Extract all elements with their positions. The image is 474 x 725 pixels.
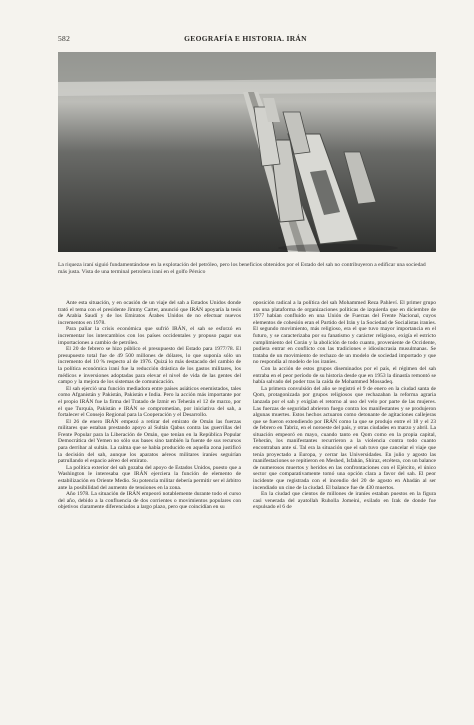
- paragraph: Con la acción de estos grupos diseminados por el país, el régimen del sah entraba en el peor período de su historia desde que en 1953 la dinastía remontó se había salvado del poder tras la caída de Mohammed Mossadeq.: [253, 365, 436, 386]
- paragraph: El sah ejerció una función mediadora entre países asiáticos enemistados, tales como Afganistán y Pakistán, Pakistán e India. Pero la acción más importante por el propio IRÁN fue la firma del Tratado de Izmir en Teherán el 12 de marzo, por el que Turquía, Pakistán e IRÁN se comprometían, por iniciativa del sah, a fortalecer el Consejo Regional para la Cooperación y el Desarrollo.: [58, 385, 241, 419]
- oil-tanker-terminal-photo-icon: [58, 52, 436, 252]
- right-text-column: [253, 300, 436, 511]
- paragraph: Para paliar la crisis económica que sufrió IRÁN, el sah se esforzó en incrementar los intercambios con los países occidentales y propuso pagar sus importaciones a cambio de petróleo.: [58, 326, 241, 346]
- page-number: 582: [58, 34, 71, 43]
- paragraph: Año 1978. La situación de IRÁN empeoró notablemente durante todo el curso del año, debido a la confluencia de dos corrientes o movimientos populares con objetivos claramente diferenciados a largo plazo, pero que coincidían en su: [58, 491, 241, 511]
- photo-caption: La riqueza iraní siguió fundamentándose en la explotación del petróleo, pero los beneficios obtenidos por el Estado del sah no contribuyeron a edificar una sociedad más justa. Vista de una terminal petrolera iraní en el golfo Pérsico: [58, 262, 426, 275]
- paragraph: La primera convulsión del año se registró el 9 de enero en la ciudad santa de Qom, protagonizada por grupos religiosos que rechazaban la reforma agraria lanzada por el sah y exigían el retorno al uso del velo por parte de las mujeres. Las fuerzas de seguridad abrieron fuego contra los manifestantes y se produjeron algunas muertes. Estos hechos actuaron como detonante de agitaciones callejeras que se fueron extendiendo por IRÁN como la que se produjo entre el 18 y el 23 de febrero en Tabriz, en el noroeste del país, y otras ciudades en marzo y abril. La situación empeoró en mayo, cuando tanto en Qom como en la propia capital, Teherán, los manifestantes recurrieron a la violencia contra todo cuanto encontraban ante sí. Tal era la situación que el sah tuvo que cancelar el viaje que tenía proyectado a Europa, y cerrar las Universidades. En julio y agosto las manifestaciones se repitieron en Meshed, Isfahán, Shiraz, etcétera, con un balance de numerosos muertos y heridos en las confrontaciones con el Ejército, el único sector que comparativamente tomó una opción clara a favor del sah. El peor incidente que registrada con el incendio del 20 de agosto en Abadán al ser incendiado un cine de la ciudad. El balance fue de 430 muertos.: [253, 385, 436, 491]
- paragraph: oposición radical a la política del sah Mohammed Reza Pahleví. El primer grupo era una plataforma de organizaciones políticas de izquierda que en diciembre de 1977 habían confluido en una Unión de Fuerzas del Frente Nacional, cuyos elementos de cohesión eran el Partido del Irán y la Sociedad de Socialistas iraníes. El segundo movimiento, más religioso, era el que tuvo mayor importancia en el futuro, y se caracterizaba por su fanatismo y carácter religioso, exigía el estricto cumplimiento del Corán y la abolición de todo cuanto, proveniente de Occidente, pudiera entrar en conflicto con las tradiciones e idiosincrasia musulmanas. Se trataba de un movimiento de rechazo de un modelo de sociedad importado y que no respondía al modelo de los iraníes.: [253, 300, 436, 366]
- running-head: GEOGRAFÍA E HISTORIA. IRÁN: [184, 34, 307, 43]
- paragraph: El 20 de febrero se hizo público el presupuesto del Estado para 1977/78. El presupuesto total fue de 49 500 millones de dólares, lo que suponía sólo un incremento del 10 % respecto al de 1976. Quizá lo más destacado del cambio de la política económica iraní fue la reducción drástica de los gastos militares, los médicos e inversiones adoptadas para elevar el nivel de vida de las gentes del campo y la mejora de los sistemas de comunicación.: [58, 346, 241, 386]
- paragraph: La política exterior del sah gozaba del apoyo de Estados Unidos, puesto que a Washington le interesaba que IRÁN ejerciera la función de elemento de estabilización en Oriente Medio. Su potencia militar debería permitir ser el árbitro ante la posibilidad del aumento de tensiones en la zona.: [58, 464, 241, 491]
- left-text-column: [58, 300, 241, 511]
- paragraph: Ante esta situación, y en ocasión de un viaje del sah a Estados Unidos donde trató el tema con el presidente Jimmy Carter, anunció que IRÁN apoyaría la tesis de Arabia Saudí y de los Emiratos Árabes Unidos de no efectuar nuevos incrementos en 1978.: [58, 300, 241, 326]
- paragraph: El 26 de enero IRÁN empezó a retirar del emirato de Omán las fuerzas militares que estaban prestando apoyo al Sultán Qabus contra las guerrillas del Frente Popular para la Liberación de Omán, que tenían en la República Popular Democrática del Yemen no sólo sus bases sino también la fuente de sus recursos para derribar al sultán. La calma que se había producido en aquella zona justificó la decisión del sah, aunque los aparatos aéreos militares iraníes seguirían patrullando el espacio aéreo del emirato.: [58, 418, 241, 465]
- page-header: [58, 34, 433, 46]
- paragraph: En la ciudad que cientos de millones de iraníes estaban puestos en la figura casi venerada del ayatollah Ruholla Jomeini, exilado en Irak de donde fue expulsado el 6 de: [253, 491, 436, 511]
- oil-terminal-photo: [58, 52, 436, 252]
